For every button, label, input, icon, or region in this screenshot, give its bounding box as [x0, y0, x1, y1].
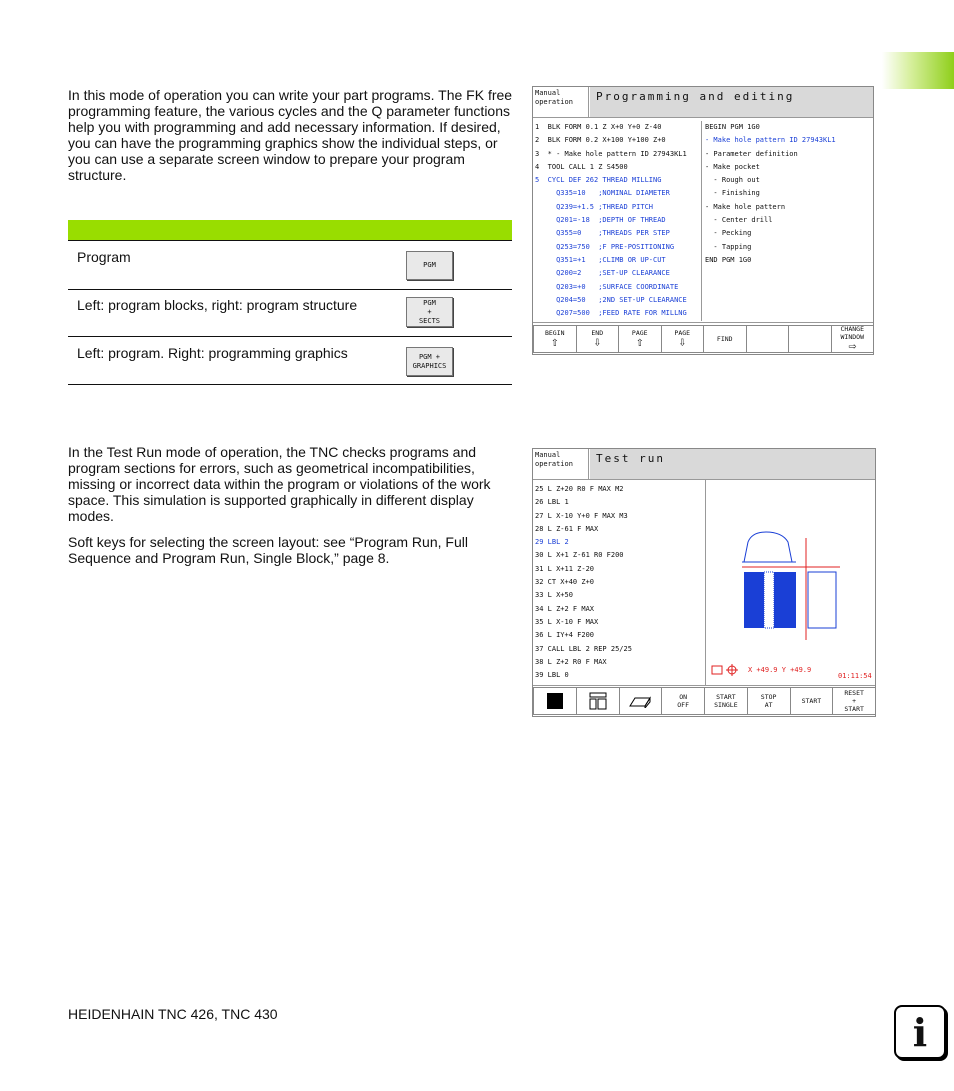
layout-program-softkey[interactable]: [533, 687, 577, 715]
softkey-label: STOP: [760, 693, 777, 701]
code-line[interactable]: BEGIN PGM 1G0: [705, 123, 760, 131]
code-line[interactable]: - Rough out: [705, 176, 760, 185]
stop-at-softkey[interactable]: [747, 687, 791, 715]
chapter-tab: [882, 52, 954, 89]
coordinate-icon: [712, 664, 738, 676]
full-graphics-icon: [547, 693, 563, 709]
test-run-paragraph: In the Test Run mode of operation, the TNC checks programs and program sections for errors, such as geometrical incompatibilities, missing or incorrect data within the program or violations of the work space. This simulation is supported graphically in different display modes.: [68, 444, 491, 524]
softkey-label: PAGE: [674, 329, 691, 337]
softkey-bar: [533, 687, 875, 715]
code-line[interactable]: 4 TOOL CALL 1 Z S4500: [535, 162, 628, 171]
divider: [533, 685, 875, 686]
position-readout: X +49.9 Y +49.9: [748, 666, 812, 674]
softkey-label: PAGE: [631, 329, 648, 337]
view-3d-softkey[interactable]: [619, 687, 663, 715]
programming-screen: [532, 86, 874, 355]
test-run-screen: [532, 448, 876, 717]
softkey-label: PGM: [423, 261, 436, 269]
simulation-graphic: [706, 480, 874, 685]
split-layout-icon: [589, 692, 607, 710]
toggle-softkey[interactable]: [661, 687, 705, 715]
arrow-icon: ⇧: [635, 335, 644, 350]
softkey-label: START: [844, 705, 864, 713]
softkey-label: +: [427, 307, 432, 316]
screen-header: [533, 449, 875, 480]
code-line[interactable]: 30 L X+1 Z-61 R0 F200: [535, 551, 624, 560]
softkey-label: PGM: [423, 298, 436, 307]
pgm-softkey[interactable]: [406, 251, 453, 280]
code-line[interactable]: 31 L X+11 Z-20: [535, 564, 595, 573]
pgm-sects-softkey[interactable]: [406, 297, 453, 327]
row-label: Left: program blocks, right: program structure: [77, 297, 358, 313]
arrow-icon: ⇩: [593, 335, 602, 350]
start-single-softkey[interactable]: [704, 687, 748, 715]
workpiece-right-block: [774, 572, 796, 628]
code-line[interactable]: - Parameter definition: [705, 149, 798, 158]
workpiece-profile: [744, 532, 792, 562]
end-softkey[interactable]: [576, 325, 620, 353]
code-line[interactable]: 38 L Z+2 R0 F MAX: [535, 657, 607, 666]
change-softkey[interactable]: [831, 325, 875, 353]
row-label: Program: [77, 249, 131, 265]
code-line[interactable]: - Finishing: [705, 189, 760, 198]
code-line[interactable]: Q204=50 ;2ND SET-UP CLEARANCE: [535, 295, 687, 304]
softkey-label: START: [801, 697, 822, 705]
softkey-label: FIND: [716, 335, 733, 343]
code-line[interactable]: Q253=750 ;F PRE-POSITIONING: [535, 242, 675, 251]
pgm-graphics-softkey[interactable]: [406, 347, 453, 376]
empty-softkey[interactable]: [788, 325, 832, 353]
mode-line: operation: [535, 460, 573, 468]
page-softkey[interactable]: [618, 325, 662, 353]
arrow-icon: ⇧: [550, 335, 559, 350]
arrow-icon: ⇩: [678, 335, 687, 350]
reset-start-softkey[interactable]: [832, 687, 876, 715]
graphics-window: [705, 480, 874, 685]
table-row: [68, 289, 512, 337]
mode-label: [533, 449, 589, 479]
mode-line: Manual: [535, 89, 561, 97]
find-softkey[interactable]: [703, 325, 747, 353]
code-line[interactable]: 32 CT X+40 Z+0: [535, 578, 595, 587]
intro-paragraph: In this mode of operation you can write your part programs. The FK free programming feature, the various cycles and the Q parameter functions help you with programming and add necessary information. If desired, you can have the programming graphics show the individual steps, or you can use a separate screen window to prepare your program structure.: [68, 87, 513, 183]
code-line[interactable]: END PGM 1G0: [705, 255, 752, 264]
code-line[interactable]: - Tapping: [705, 242, 752, 251]
screen-title: Test run: [590, 449, 875, 479]
code-line[interactable]: 39 LBL 0: [535, 671, 569, 680]
code-line[interactable]: Q239=+1.5 ;THREAD PITCH: [535, 202, 654, 211]
softkey-label: START: [716, 693, 736, 701]
code-line[interactable]: - Pecking: [705, 229, 752, 238]
table-row: [68, 240, 512, 290]
softkey-label: PGM +: [418, 352, 441, 361]
softkey-reference-paragraph: Soft keys for selecting the screen layout: see “Program Run, Full Sequence and Program Run, Single Block,” page 8.: [68, 534, 468, 566]
code-line[interactable]: 5 CYCL DEF 262 THREAD MILLING: [535, 176, 662, 185]
code-line[interactable]: 3 * - Make hole pattern ID 27943KL1: [535, 149, 687, 158]
workpiece-left-block: [744, 572, 764, 628]
code-line[interactable]: - Make pocket: [705, 162, 760, 171]
code-line[interactable]: - Make hole pattern ID 27943KL1: [705, 136, 836, 145]
table-header: [68, 220, 512, 240]
footer: HEIDENHAIN TNC 426, TNC 430: [68, 1006, 278, 1022]
softkey-label: AT: [764, 701, 773, 709]
softkey-label: WINDOW: [840, 333, 864, 341]
row-label: Left: program. Right: programming graphics: [77, 345, 348, 361]
code-line[interactable]: 37 CALL LBL 2 REP 25/25: [535, 644, 632, 653]
softkey-label: CHANGE: [840, 325, 864, 333]
softkey-label: RESET: [844, 689, 864, 697]
start-softkey[interactable]: [790, 687, 834, 715]
table-row: [68, 337, 512, 385]
mode-line: operation: [535, 98, 573, 106]
code-line[interactable]: 29 LBL 2: [535, 538, 569, 547]
code-line[interactable]: 33 L X+50: [535, 591, 573, 600]
code-line[interactable]: - Make hole pattern: [705, 202, 786, 211]
code-line[interactable]: - Center drill: [705, 216, 773, 225]
code-line[interactable]: 2 BLK FORM 0.2 X+100 Y+100 Z+0: [535, 136, 666, 145]
code-line[interactable]: Q200=2 ;SET-UP CLEARANCE: [535, 269, 670, 278]
layout-split-softkey[interactable]: [576, 687, 620, 715]
code-line[interactable]: 26 LBL 1: [535, 498, 569, 507]
code-line[interactable]: 25 L Z+20 R0 F MAX M2: [535, 485, 624, 493]
softkey-label: GRAPHICS: [412, 361, 447, 370]
workpiece-outline: [808, 572, 836, 628]
softkey-label: SINGLE: [714, 701, 738, 709]
mode-line: Manual: [535, 451, 561, 459]
code-line[interactable]: Q207=500 ;FEED RATE FOR MILLNG: [535, 309, 687, 318]
program-structure[interactable]: [705, 121, 871, 321]
workpiece-threads: [764, 572, 774, 628]
code-line[interactable]: 34 L Z+2 F MAX: [535, 604, 595, 613]
code-line[interactable]: 1 BLK FORM 0.1 Z X+0 Y+0 Z-40: [535, 123, 662, 131]
softkey-label: BEGIN: [544, 329, 565, 337]
code-line[interactable]: 27 L X-10 Y+0 F MAX M3: [535, 511, 628, 520]
code-line[interactable]: 28 L Z-61 F MAX: [535, 524, 599, 533]
code-line[interactable]: Q335=10 ;NOMINAL DIAMETER: [535, 189, 670, 198]
code-line[interactable]: Q201=-18 ;DEPTH OF THREAD: [535, 216, 666, 225]
softkey-bar: [533, 325, 873, 353]
info-glyph: i: [912, 1009, 928, 1055]
program-listing[interactable]: [535, 483, 703, 683]
screen-header: [533, 87, 873, 118]
empty-softkey[interactable]: [746, 325, 790, 353]
softkey-label: SECTS: [418, 316, 441, 325]
code-line[interactable]: Q351=+1 ;CLIMB OR UP-CUT: [535, 255, 666, 264]
arrow-icon: ⇨: [848, 339, 857, 354]
code-line[interactable]: 36 L IY+4 F200: [535, 631, 595, 640]
softkey-label: OFF: [677, 701, 689, 709]
program-blocks[interactable]: [535, 121, 702, 321]
code-line[interactable]: Q355=0 ;THREADS PER STEP: [535, 229, 670, 238]
softkey-label: ON: [679, 693, 688, 701]
softkey-label: +: [852, 697, 857, 705]
page-softkey[interactable]: [661, 325, 705, 353]
softkey-label: END: [591, 329, 604, 337]
screen-title: Programming and editing: [590, 87, 873, 117]
elapsed-time: 01:11:54: [838, 672, 872, 680]
begin-softkey[interactable]: [533, 325, 577, 353]
code-line[interactable]: 35 L X-10 F MAX: [535, 617, 599, 626]
info-icon: [894, 1005, 946, 1059]
3d-view-icon: [629, 694, 651, 708]
mode-label: [533, 87, 589, 117]
code-line[interactable]: Q203=+0 ;SURFACE COORDINATE: [535, 282, 679, 291]
